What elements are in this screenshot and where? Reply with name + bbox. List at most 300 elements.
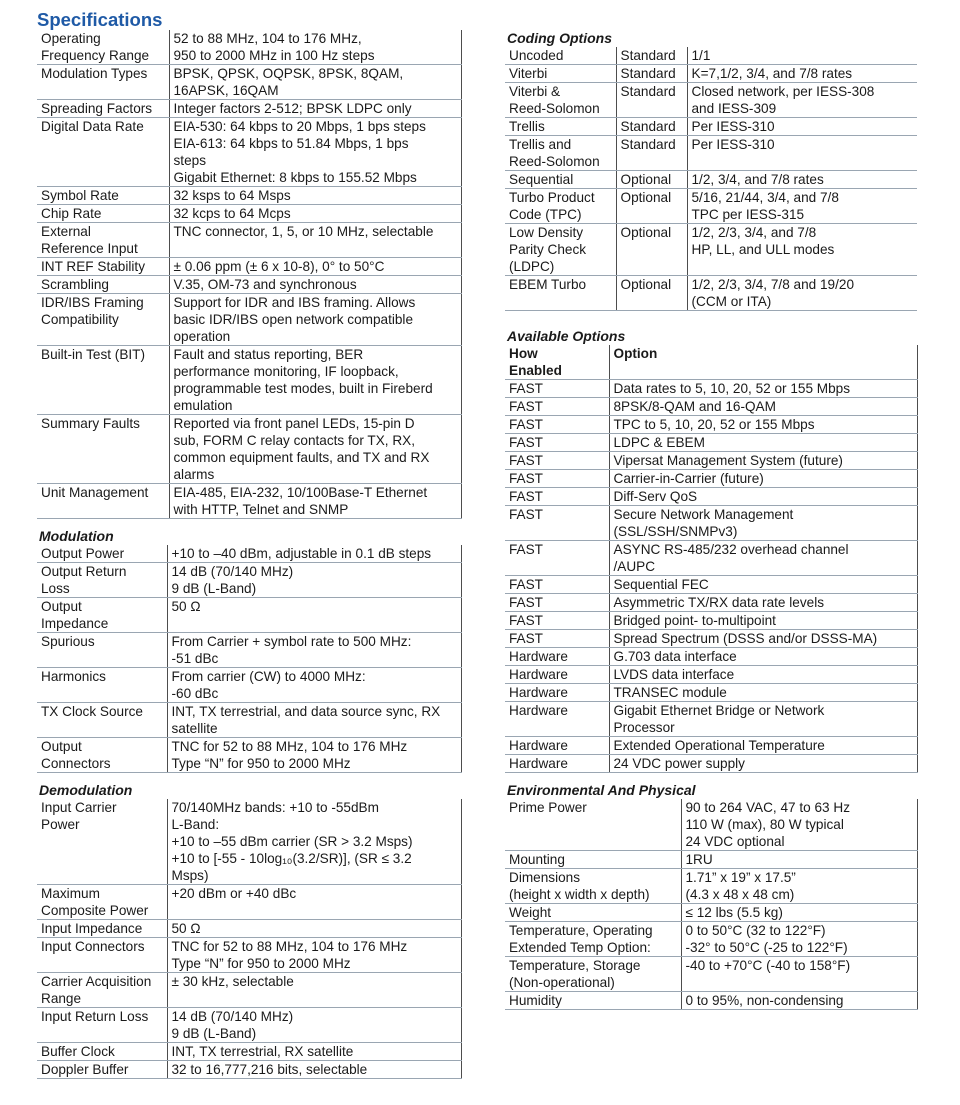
value-cell	[167, 799, 461, 885]
cell-line: +10 to [-55 - 10log₁₀(3.2/SR)], (SR ≤ 3.2	[171, 851, 412, 866]
label-cell	[505, 630, 609, 648]
cell-line: FAST	[509, 453, 543, 468]
label-cell	[37, 118, 169, 187]
cell-line: TPC to 5, 10, 20, 52 or 155 Mbps	[613, 417, 815, 432]
value-cell	[167, 598, 461, 633]
cell-line: TNC for 52 to 88 MHz, 104 to 176 MHz	[171, 939, 408, 954]
cell-line: Prime Power	[509, 800, 587, 815]
label-cell	[505, 224, 616, 276]
label-cell	[505, 851, 681, 869]
cell-line: 950 to 2000 MHz in 100 Hz steps	[173, 48, 375, 63]
cell-line: 9 dB (L-Band)	[171, 1026, 257, 1041]
modulation-table	[37, 545, 462, 773]
value-cell	[681, 869, 917, 904]
cell-line: TNC for 52 to 88 MHz, 104 to 176 MHz	[171, 739, 408, 754]
value-cell	[609, 612, 917, 630]
cell-line: Scrambling	[41, 277, 109, 292]
table-row	[37, 294, 461, 346]
label-cell	[37, 30, 169, 65]
cell-line: Built-in Test (BIT)	[41, 347, 145, 362]
label-cell	[505, 506, 609, 541]
cell-line: 52 to 88 MHz, 104 to 176 MHz,	[173, 31, 362, 46]
table-row	[505, 452, 917, 470]
cell-line: Standard	[620, 48, 676, 63]
cell-line: Input Connectors	[41, 939, 145, 954]
cell-line: G.703 data interface	[613, 649, 737, 664]
table-row	[37, 258, 461, 276]
table-row	[505, 957, 917, 992]
value-cell	[609, 666, 917, 684]
table-row	[505, 416, 917, 434]
cell-line: Bridged point- to-multipoint	[613, 613, 776, 628]
cell-line: 50 Ω	[171, 599, 201, 614]
environmental-table	[505, 799, 918, 1010]
table-row	[505, 576, 917, 594]
cell-line: Digital Data Rate	[41, 119, 144, 134]
cell-line: (height x width x depth)	[509, 887, 650, 902]
value-cell	[687, 65, 917, 83]
table-row	[505, 630, 917, 648]
demodulation-table	[37, 799, 462, 1079]
cell-line: Processor	[613, 720, 675, 735]
cell-line: FAST	[509, 613, 543, 628]
cell-line: Standard	[620, 137, 676, 152]
cell-line: Maximum	[41, 886, 100, 901]
cell-line: (LDPC)	[509, 259, 555, 274]
cell-line: (4.3 x 48 x 48 cm)	[685, 887, 795, 902]
coding-options-table	[505, 47, 917, 311]
cell-line: INT, TX terrestrial, RX satellite	[171, 1044, 354, 1059]
left-column	[37, 30, 461, 1079]
cell-line: Connectors	[41, 756, 111, 771]
table-row	[37, 703, 461, 738]
value-cell	[609, 434, 917, 452]
cell-line: Input Return Loss	[41, 1009, 149, 1024]
value-cell	[609, 648, 917, 666]
label-cell	[37, 668, 167, 703]
label-cell	[505, 869, 681, 904]
label-cell	[37, 205, 169, 223]
value-cell	[169, 346, 461, 415]
cell-line: steps	[173, 153, 206, 168]
cell-line: ≤ 12 lbs (5.5 kg)	[685, 905, 783, 920]
cell-line: Buffer Clock	[41, 1044, 115, 1059]
cell-line: FAST	[509, 507, 543, 522]
cell-line: Symbol Rate	[41, 188, 119, 203]
cell-line: Low Density	[509, 225, 584, 240]
label-cell	[505, 118, 616, 136]
cell-line: 0 to 50°C (32 to 122°F)	[685, 923, 826, 938]
label-cell	[505, 276, 616, 311]
table-row	[505, 648, 917, 666]
label-cell	[37, 346, 169, 415]
cell-line: emulation	[173, 398, 233, 413]
value-cell	[609, 416, 917, 434]
cell-line: Standard	[620, 84, 676, 99]
cell-line: Parity Check	[509, 242, 587, 257]
cell-line: TNC connector, 1, 5, or 10 MHz, selectable	[173, 224, 434, 239]
value-cell	[167, 545, 461, 563]
value-cell	[687, 136, 917, 171]
value-cell	[687, 171, 917, 189]
value-cell	[169, 30, 461, 65]
cell-line: Unit Management	[41, 485, 149, 500]
cell-line: Modulation Types	[41, 66, 148, 81]
cell-line: INT REF Stability	[41, 259, 145, 274]
table-row	[37, 973, 461, 1008]
cell-line: Summary Faults	[41, 416, 140, 431]
value-cell	[687, 118, 917, 136]
value-cell	[681, 922, 917, 957]
table-row	[505, 83, 917, 118]
value-cell	[609, 488, 917, 506]
specifications-table	[37, 30, 462, 519]
value-cell	[169, 100, 461, 118]
label-cell	[505, 799, 681, 851]
cell-line: LDPC & EBEM	[613, 435, 705, 450]
value-cell	[681, 799, 917, 851]
label-cell	[505, 922, 681, 957]
cell-line: ± 30 kHz, selectable	[171, 974, 294, 989]
cell-line: /AUPC	[613, 559, 656, 574]
cell-line: Sequential	[509, 172, 574, 187]
value-cell	[167, 973, 461, 1008]
cell-line: -40 to +70°C (-40 to 158°F)	[685, 958, 851, 973]
table-row	[505, 904, 917, 922]
cell-line: Composite Power	[41, 903, 149, 918]
value-cell	[167, 738, 461, 773]
available-options-table	[505, 345, 918, 773]
cell-line: 14 dB (70/140 MHz)	[171, 564, 294, 579]
label-cell	[37, 276, 169, 294]
table-row	[505, 737, 917, 755]
value-cell	[169, 276, 461, 294]
table-row	[37, 205, 461, 223]
table-row	[505, 594, 917, 612]
cell-line: 1/2, 3/4, and 7/8 rates	[691, 172, 824, 187]
cell-line: FAST	[509, 577, 543, 592]
cell-line: 1/2, 2/3, 3/4, 7/8 and 19/20	[691, 277, 855, 292]
label-cell	[37, 1008, 167, 1043]
table-row	[505, 799, 917, 851]
label-cell	[505, 684, 609, 702]
cell-line: External	[41, 224, 91, 239]
label-cell	[505, 488, 609, 506]
label-cell	[37, 973, 167, 1008]
label-cell	[37, 938, 167, 973]
cell-line: TRANSEC module	[613, 685, 727, 700]
table-row	[37, 938, 461, 973]
table-row	[505, 118, 917, 136]
cell-line: Hardware	[509, 738, 568, 753]
value-cell	[609, 470, 917, 488]
table-row	[37, 223, 461, 258]
value-cell	[687, 276, 917, 311]
value-cell	[609, 755, 917, 773]
demodulation-heading: Demodulation	[39, 782, 133, 798]
cell-line: TX Clock Source	[41, 704, 143, 719]
cell-line: 50 Ω	[171, 921, 201, 936]
cell-line: 8PSK/8-QAM and 16-QAM	[613, 399, 776, 414]
cell-line: 24 VDC optional	[685, 834, 785, 849]
table-row	[37, 30, 461, 65]
cell-line: -60 dBc	[171, 686, 219, 701]
label-cell	[505, 755, 609, 773]
label-cell	[37, 258, 169, 276]
table-row	[505, 470, 917, 488]
cell-line: Temperature, Storage	[509, 958, 641, 973]
label-cell	[505, 666, 609, 684]
value-cell	[609, 630, 917, 648]
cell-line: Input Impedance	[41, 921, 143, 936]
label-cell	[505, 470, 609, 488]
cell-line: Uncoded	[509, 48, 564, 63]
value-cell	[616, 224, 687, 276]
label-cell	[37, 633, 167, 668]
label-cell	[505, 189, 616, 224]
value-cell	[167, 885, 461, 920]
table-row	[37, 415, 461, 484]
cell-line: Hardware	[509, 667, 568, 682]
cell-line: K=7,1/2, 3/4, and 7/8 rates	[691, 66, 853, 81]
cell-line: Data rates to 5, 10, 20, 52 or 155 Mbps	[613, 381, 851, 396]
cell-line: EIA-530: 64 kbps to 20 Mbps, 1 bps steps	[173, 119, 426, 134]
value-cell	[681, 992, 917, 1010]
cell-line: Gigabit Ethernet Bridge or Network	[613, 703, 825, 718]
table-row	[37, 668, 461, 703]
available-options-heading: Available Options	[507, 328, 626, 344]
table-row	[37, 598, 461, 633]
value-cell	[167, 938, 461, 973]
cell-line: FAST	[509, 381, 543, 396]
table-row	[505, 276, 917, 311]
value-cell	[609, 702, 917, 737]
table-row	[505, 380, 917, 398]
cell-line: Temperature, Operating	[509, 923, 653, 938]
cell-line: Chip Rate	[41, 206, 102, 221]
table-row	[505, 488, 917, 506]
cell-line: Loss	[41, 581, 70, 596]
cell-line: ± 0.06 ppm (± 6 x 10-8), 0° to 50°C	[173, 259, 385, 274]
cell-line: Dimensions	[509, 870, 581, 885]
cell-line: +20 dBm or +40 dBc	[171, 886, 297, 901]
cell-line: Optional	[620, 277, 672, 292]
cell-line: and IESS-309	[691, 101, 777, 116]
label-cell	[505, 416, 609, 434]
label-cell	[37, 563, 167, 598]
cell-line: Output	[41, 599, 82, 614]
cell-line: Optional	[620, 172, 672, 187]
table-row	[505, 47, 917, 65]
label-cell	[505, 65, 616, 83]
cell-line: LVDS data interface	[613, 667, 735, 682]
table-row	[505, 189, 917, 224]
cell-line: FAST	[509, 399, 543, 414]
value-cell	[609, 737, 917, 755]
cell-line: Integer factors 2-512; BPSK LDPC only	[173, 101, 412, 116]
cell-line: satellite	[171, 721, 218, 736]
cell-line: Turbo Product	[509, 190, 595, 205]
cell-line: FAST	[509, 631, 543, 646]
cell-line: FAST	[509, 417, 543, 432]
table-row	[37, 563, 461, 598]
table-row	[37, 65, 461, 100]
cell-line: 32 kcps to 64 Mcps	[173, 206, 291, 221]
label-cell	[505, 380, 609, 398]
label-cell	[505, 648, 609, 666]
table-row	[37, 187, 461, 205]
label-cell	[37, 799, 167, 885]
table-row	[505, 992, 917, 1010]
label-cell	[37, 545, 167, 563]
cell-line: Harmonics	[41, 669, 106, 684]
cell-line: programmable test modes, built in Fireberd	[173, 381, 433, 396]
value-cell	[609, 684, 917, 702]
cell-line: From Carrier + symbol rate to 500 MHz:	[171, 634, 412, 649]
cell-line: Diff-Serv QoS	[613, 489, 698, 504]
table-row	[37, 633, 461, 668]
table-row	[37, 100, 461, 118]
value-cell	[616, 118, 687, 136]
cell-line: sub, FORM C relay contacts for TX, RX,	[173, 433, 415, 448]
cell-line: (CCM or ITA)	[691, 294, 772, 309]
value-cell	[616, 136, 687, 171]
table-row	[505, 171, 917, 189]
page-title: Specifications	[37, 9, 163, 30]
cell-line: From carrier (CW) to 4000 MHz:	[171, 669, 366, 684]
label-cell	[37, 484, 169, 519]
table-row	[37, 1043, 461, 1061]
label-cell	[37, 598, 167, 633]
label-cell	[505, 702, 609, 737]
label-cell	[37, 1043, 167, 1061]
cell-line: 0 to 95%, non-condensing	[685, 993, 844, 1008]
value-cell	[169, 258, 461, 276]
cell-line: How	[509, 346, 538, 361]
cell-line: V.35, OM-73 and synchronous	[173, 277, 357, 292]
table-row	[37, 799, 461, 885]
table-row	[37, 118, 461, 187]
label-cell	[505, 541, 609, 576]
value-cell	[167, 920, 461, 938]
value-cell	[169, 294, 461, 346]
label-cell	[37, 65, 169, 100]
cell-line: 24 VDC power supply	[613, 756, 745, 771]
value-cell	[167, 703, 461, 738]
label-cell	[37, 187, 169, 205]
cell-line: Output Return	[41, 564, 127, 579]
cell-line: -32° to 50°C (-25 to 122°F)	[685, 940, 848, 955]
label-cell	[505, 904, 681, 922]
table-row	[37, 920, 461, 938]
table-row	[37, 545, 461, 563]
cell-line: Asymmetric TX/RX data rate levels	[613, 595, 825, 610]
cell-line: Type “N” for 950 to 2000 MHz	[171, 956, 351, 971]
cell-line: Standard	[620, 66, 676, 81]
value-cell	[681, 957, 917, 992]
cell-line: operation	[173, 329, 231, 344]
cell-line: Vipersat Management System (future)	[613, 453, 843, 468]
label-cell	[505, 612, 609, 630]
label-cell	[37, 885, 167, 920]
table-row	[505, 506, 917, 541]
cell-line: Weight	[509, 905, 552, 920]
cell-line: Optional	[620, 190, 672, 205]
cell-line: HP, LL, and ULL modes	[691, 242, 835, 257]
value-cell	[609, 452, 917, 470]
cell-line: Viterbi	[509, 66, 548, 81]
cell-line: Secure Network Management	[613, 507, 794, 522]
cell-line: alarms	[173, 467, 215, 482]
cell-line: Type “N” for 950 to 2000 MHz	[171, 756, 351, 771]
value-cell	[687, 47, 917, 65]
table-row	[505, 224, 917, 276]
table-row	[505, 398, 917, 416]
table-row	[505, 434, 917, 452]
table-row	[37, 885, 461, 920]
header-cell	[505, 345, 609, 380]
table-row	[37, 484, 461, 519]
cell-line: TPC per IESS-315	[691, 207, 805, 222]
table-row	[505, 851, 917, 869]
cell-line: Frequency Range	[41, 48, 150, 63]
cell-line: Support for IDR and IBS framing. Allows	[173, 295, 416, 310]
value-cell	[609, 576, 917, 594]
cell-line: Output	[41, 739, 82, 754]
cell-line: 1/1	[691, 48, 711, 63]
value-cell	[167, 1008, 461, 1043]
cell-line: Hardware	[509, 685, 568, 700]
value-cell	[169, 118, 461, 187]
coding-options-heading: Coding Options	[507, 30, 612, 46]
cell-line: L-Band:	[171, 817, 220, 832]
cell-line: FAST	[509, 489, 543, 504]
cell-line: 14 dB (70/140 MHz)	[171, 1009, 294, 1024]
value-cell	[616, 189, 687, 224]
cell-line: Standard	[620, 119, 676, 134]
cell-line: Extended Temp Option:	[509, 940, 651, 955]
label-cell	[37, 1061, 167, 1079]
value-cell	[167, 1043, 461, 1061]
table-row	[505, 869, 917, 904]
value-cell	[681, 851, 917, 869]
cell-line: (Non-operational)	[509, 975, 615, 990]
cell-line: Fault and status reporting, BER	[173, 347, 364, 362]
value-cell	[169, 415, 461, 484]
label-cell	[505, 434, 609, 452]
value-cell	[609, 506, 917, 541]
label-cell	[505, 957, 681, 992]
cell-line: FAST	[509, 471, 543, 486]
table-row	[505, 136, 917, 171]
label-cell	[505, 136, 616, 171]
label-cell	[505, 398, 609, 416]
table-header-row	[505, 345, 917, 380]
label-cell	[505, 452, 609, 470]
table-row	[37, 738, 461, 773]
cell-line: EBEM Turbo	[509, 277, 587, 292]
cell-line: Carrier Acquisition	[41, 974, 152, 989]
table-row	[37, 1008, 461, 1043]
cell-line: 1.71” x 19” x 17.5”	[685, 870, 796, 885]
value-cell	[169, 484, 461, 519]
cell-line: 5/16, 21/44, 3/4, and 7/8	[691, 190, 839, 205]
label-cell	[37, 738, 167, 773]
table-row	[505, 684, 917, 702]
cell-line: Power	[41, 817, 80, 832]
header-cell	[609, 345, 917, 380]
cell-line: Reed-Solomon	[509, 154, 600, 169]
